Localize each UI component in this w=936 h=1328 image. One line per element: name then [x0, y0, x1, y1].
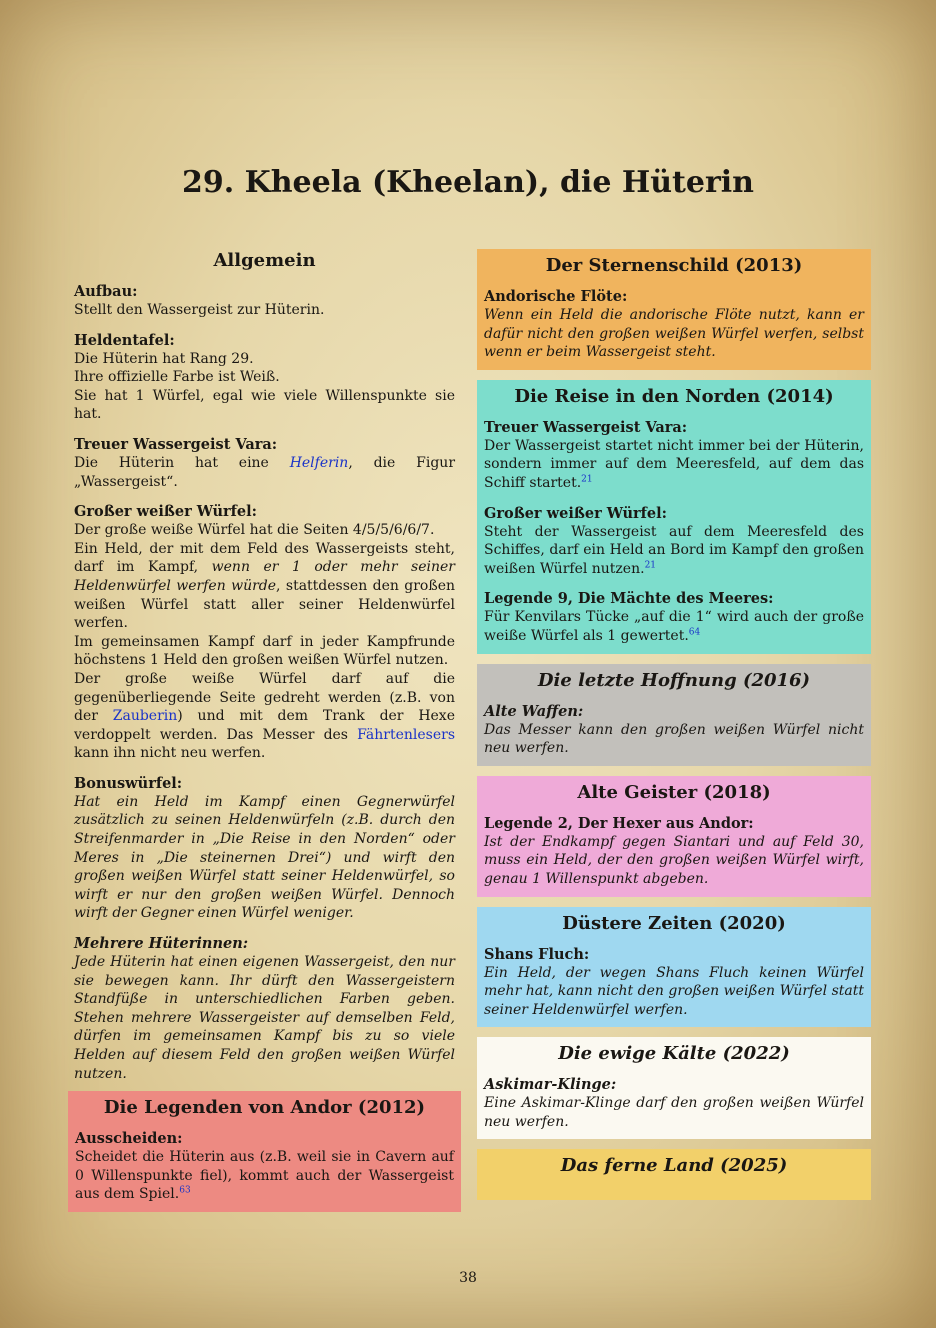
wuerfel-drehen-a: Der große weiße Würfel darf auf die gegenüberliegende Seite gedreht werden (z.B. von der — [74, 670, 455, 725]
reise-box — [477, 380, 871, 654]
reise-wuerfel-block — [484, 504, 864, 579]
helferin-link[interactable]: Helferin — [289, 454, 349, 471]
sternenschild-box — [477, 249, 871, 370]
reise-vara-title: Treuer Wassergeist Vara: — [484, 418, 688, 436]
wuerfel-title: Großer weißer Würfel: — [74, 503, 257, 521]
aufbau-title: Aufbau: — [74, 283, 138, 300]
mehrere-text: Jede Hüterin hat einen eigenen Wassergeist, den nur sie bewegen kann. Ihr dürft den Wassergeistern Standfüße in unterschiedlichen Farben geben. Stehen mehrere Wassergeister auf demselben Feld, dürfen im gemeinsamen Kampf bis zu so viele Helden auf diesem Feld den großen weißen Würfel nutzen. — [74, 954, 455, 1082]
ferne-heading: Das ferne Land (2025) — [560, 1155, 788, 1177]
legenden-box — [68, 1091, 461, 1212]
sternenschild-heading: Der Sternenschild (2013) — [545, 255, 803, 276]
geister-box — [477, 776, 871, 897]
wuerfel-block — [74, 502, 455, 763]
reise-vara-body: Der Wassergeist startet nicht immer bei der Hüterin, sondern immer auf dem Meeresfeld, auf dem das Schiff startet. — [484, 437, 864, 491]
ausscheiden-body: Scheidet die Hüterin aus (z.B. weil sie in Cavern auf 0 Willenspunkte fiel), kommt auch der Wassergeist aus dem Spiel. — [75, 1149, 454, 1203]
hoffnung-box — [477, 664, 871, 766]
mehrere-block — [74, 934, 455, 1083]
legenden-heading: Die Legenden von Andor (2012) — [103, 1097, 426, 1119]
wuerfel-regel — [74, 540, 455, 633]
kaelte-box — [477, 1037, 871, 1139]
heldentafel-farbe: Ihre offizielle Farbe ist Weiß. — [74, 369, 280, 386]
ausscheiden-text — [75, 1148, 454, 1204]
wuerfel-regel-a: Ein Held, der mit dem Feld des Wassergeists steht, darf im Kampf, — [74, 540, 455, 576]
geister-heading: Alte Geister (2018) — [577, 781, 771, 803]
waffen-text: Das Messer kann den großen weißen Würfel nicht neu werfen. — [484, 721, 864, 757]
footnote-63[interactable]: 63 — [179, 1185, 191, 1196]
allgemein-section — [68, 250, 461, 1083]
reise-legende-block — [484, 589, 864, 645]
heldentafel-block — [74, 331, 455, 424]
reise-wuerfel-title: Großer weißer Würfel: — [484, 504, 667, 522]
hoffnung-heading: Die letzte Hoffnung (2016) — [537, 669, 811, 691]
wuerfel-regel-b: wenn er 1 oder mehr seiner Heldenwürfel werfen würde — [74, 559, 455, 594]
wuerfel-regel-c: , stattdessen den großen weißen Würfel statt aller seiner Heldenwürfel werfen. — [74, 577, 455, 632]
reise-legende-text — [484, 608, 864, 645]
footnote-21-a[interactable]: 21 — [581, 474, 593, 485]
zauberin-link[interactable]: Zauberin — [112, 708, 178, 725]
reise-wuerfel-text — [484, 523, 864, 579]
fluch-text: Ein Held, der wegen Shans Fluch keinen Würfel mehr hat, kann nicht den großen weißen Würfel statt seiner Heldenwürfel werfen. — [484, 964, 864, 1018]
aufbau-text: Stellt den Wassergeist zur Hüterin. — [74, 302, 325, 318]
fluch-title: Shans Fluch: — [484, 945, 590, 963]
vara-text — [74, 454, 455, 491]
vara-block — [74, 435, 455, 491]
left-column — [68, 250, 461, 1222]
wuerfel-drehen-c: kann ihn nicht neu werfen. — [74, 745, 266, 762]
vara-text-post: , die Figur „Wassergeist“. — [74, 454, 456, 490]
kaelte-heading: Die ewige Kälte (2022) — [558, 1043, 790, 1065]
hexer-title: Legende 2, Der Hexer aus Andor: — [484, 814, 754, 832]
page-title: 29. Kheela (Kheelan), die Hüterin — [182, 165, 754, 200]
duestere-heading: Düstere Zeiten (2020) — [562, 912, 786, 934]
reise-heading: Die Reise in den Norden (2014) — [514, 385, 834, 407]
aufbau-block — [74, 282, 455, 320]
wuerfel-gemeinsam: Im gemeinsamen Kampf darf in jeder Kampfrunde höchstens 1 Held den großen weißen Würfel nutzen. — [74, 633, 455, 669]
wuerfel-seiten: Der große weiße Würfel hat die Seiten 4/5/5/6/6/7. — [74, 522, 435, 539]
bonus-block — [74, 774, 455, 923]
floete-title: Andorische Flöte: — [484, 288, 628, 305]
reise-wuerfel-body: Steht der Wassergeist auf dem Meeresfeld des Schiffes, darf ein Held an Bord im Kampf den großen weißen Würfel nutzen. — [484, 523, 864, 577]
heldentafel-wuerfel: Sie hat 1 Würfel, egal wie viele Willenspunkte sie hat. — [74, 387, 455, 423]
reise-vara-block — [484, 418, 864, 493]
bonus-text: Hat ein Held im Kampf einen Gegnerwürfel zusätzlich zu seinen Heldenwürfeln (z.B. durch den Streifenmarder in „Die Reise in den Norden“ oder Meres in „Die steinernen Drei“) und wirft den großen weißen Würfel statt seiner Heldenwürfel, so wirft er nur den großen weißen Würfel. Dennoch wirft der Gegner einen Würfel weniger. — [74, 793, 455, 922]
hexer-text: Ist der Endkampf gegen Siantari und auf Feld 30, muss ein Held, der den großen weißen Würfel wirft, genau 1 Willenspunkt abgeben. — [484, 833, 864, 887]
reise-vara-text — [484, 437, 864, 493]
footnote-21-b[interactable]: 21 — [644, 560, 657, 571]
waffen-title: Alte Waffen: — [484, 702, 584, 720]
vara-title: Treuer Wassergeist Vara: — [74, 435, 278, 453]
heldentafel-title: Heldentafel: — [74, 331, 175, 349]
ausscheiden-title: Ausscheiden: — [75, 1130, 183, 1148]
bonus-title: Bonuswürfel: — [74, 774, 183, 792]
page-number: 38 — [459, 1270, 477, 1286]
allgemein-heading: Allgemein — [213, 250, 316, 271]
reise-legende-title: Legende 9, Die Mächte des Meeres: — [484, 590, 774, 608]
ferne-box — [477, 1149, 871, 1200]
mehrere-title: Mehrere Hüterinnen: — [74, 935, 249, 953]
footnote-64[interactable]: 64 — [688, 627, 701, 638]
heldentafel-rang: Die Hüterin hat Rang 29. — [74, 350, 254, 367]
floete-text: Wenn ein Held die andorische Flöte nutzt, kann er dafür nicht den großen weißen Würfel werfen, selbst wenn er beim Wassergeist steht. — [484, 307, 864, 361]
vara-text-pre: Die Hüterin hat eine — [74, 454, 290, 471]
faehrtenleser-link[interactable]: Fährtenlesers — [357, 726, 455, 743]
reise-legende-body: Für Kenvilars Tücke „auf die 1“ wird auch der große weiße Würfel als 1 gewertet. — [484, 609, 864, 644]
right-column — [477, 249, 871, 1210]
klinge-title: Askimar-Klinge: — [484, 1076, 617, 1094]
duestere-box — [477, 907, 871, 1028]
klinge-text: Eine Askimar-Klinge darf den großen weißen Würfel neu werfen. — [484, 1095, 864, 1130]
wuerfel-drehen-b: ) und mit dem Trank der Hexe verdoppelt werden. Das Messer des — [74, 708, 455, 743]
wuerfel-drehen — [74, 670, 455, 763]
